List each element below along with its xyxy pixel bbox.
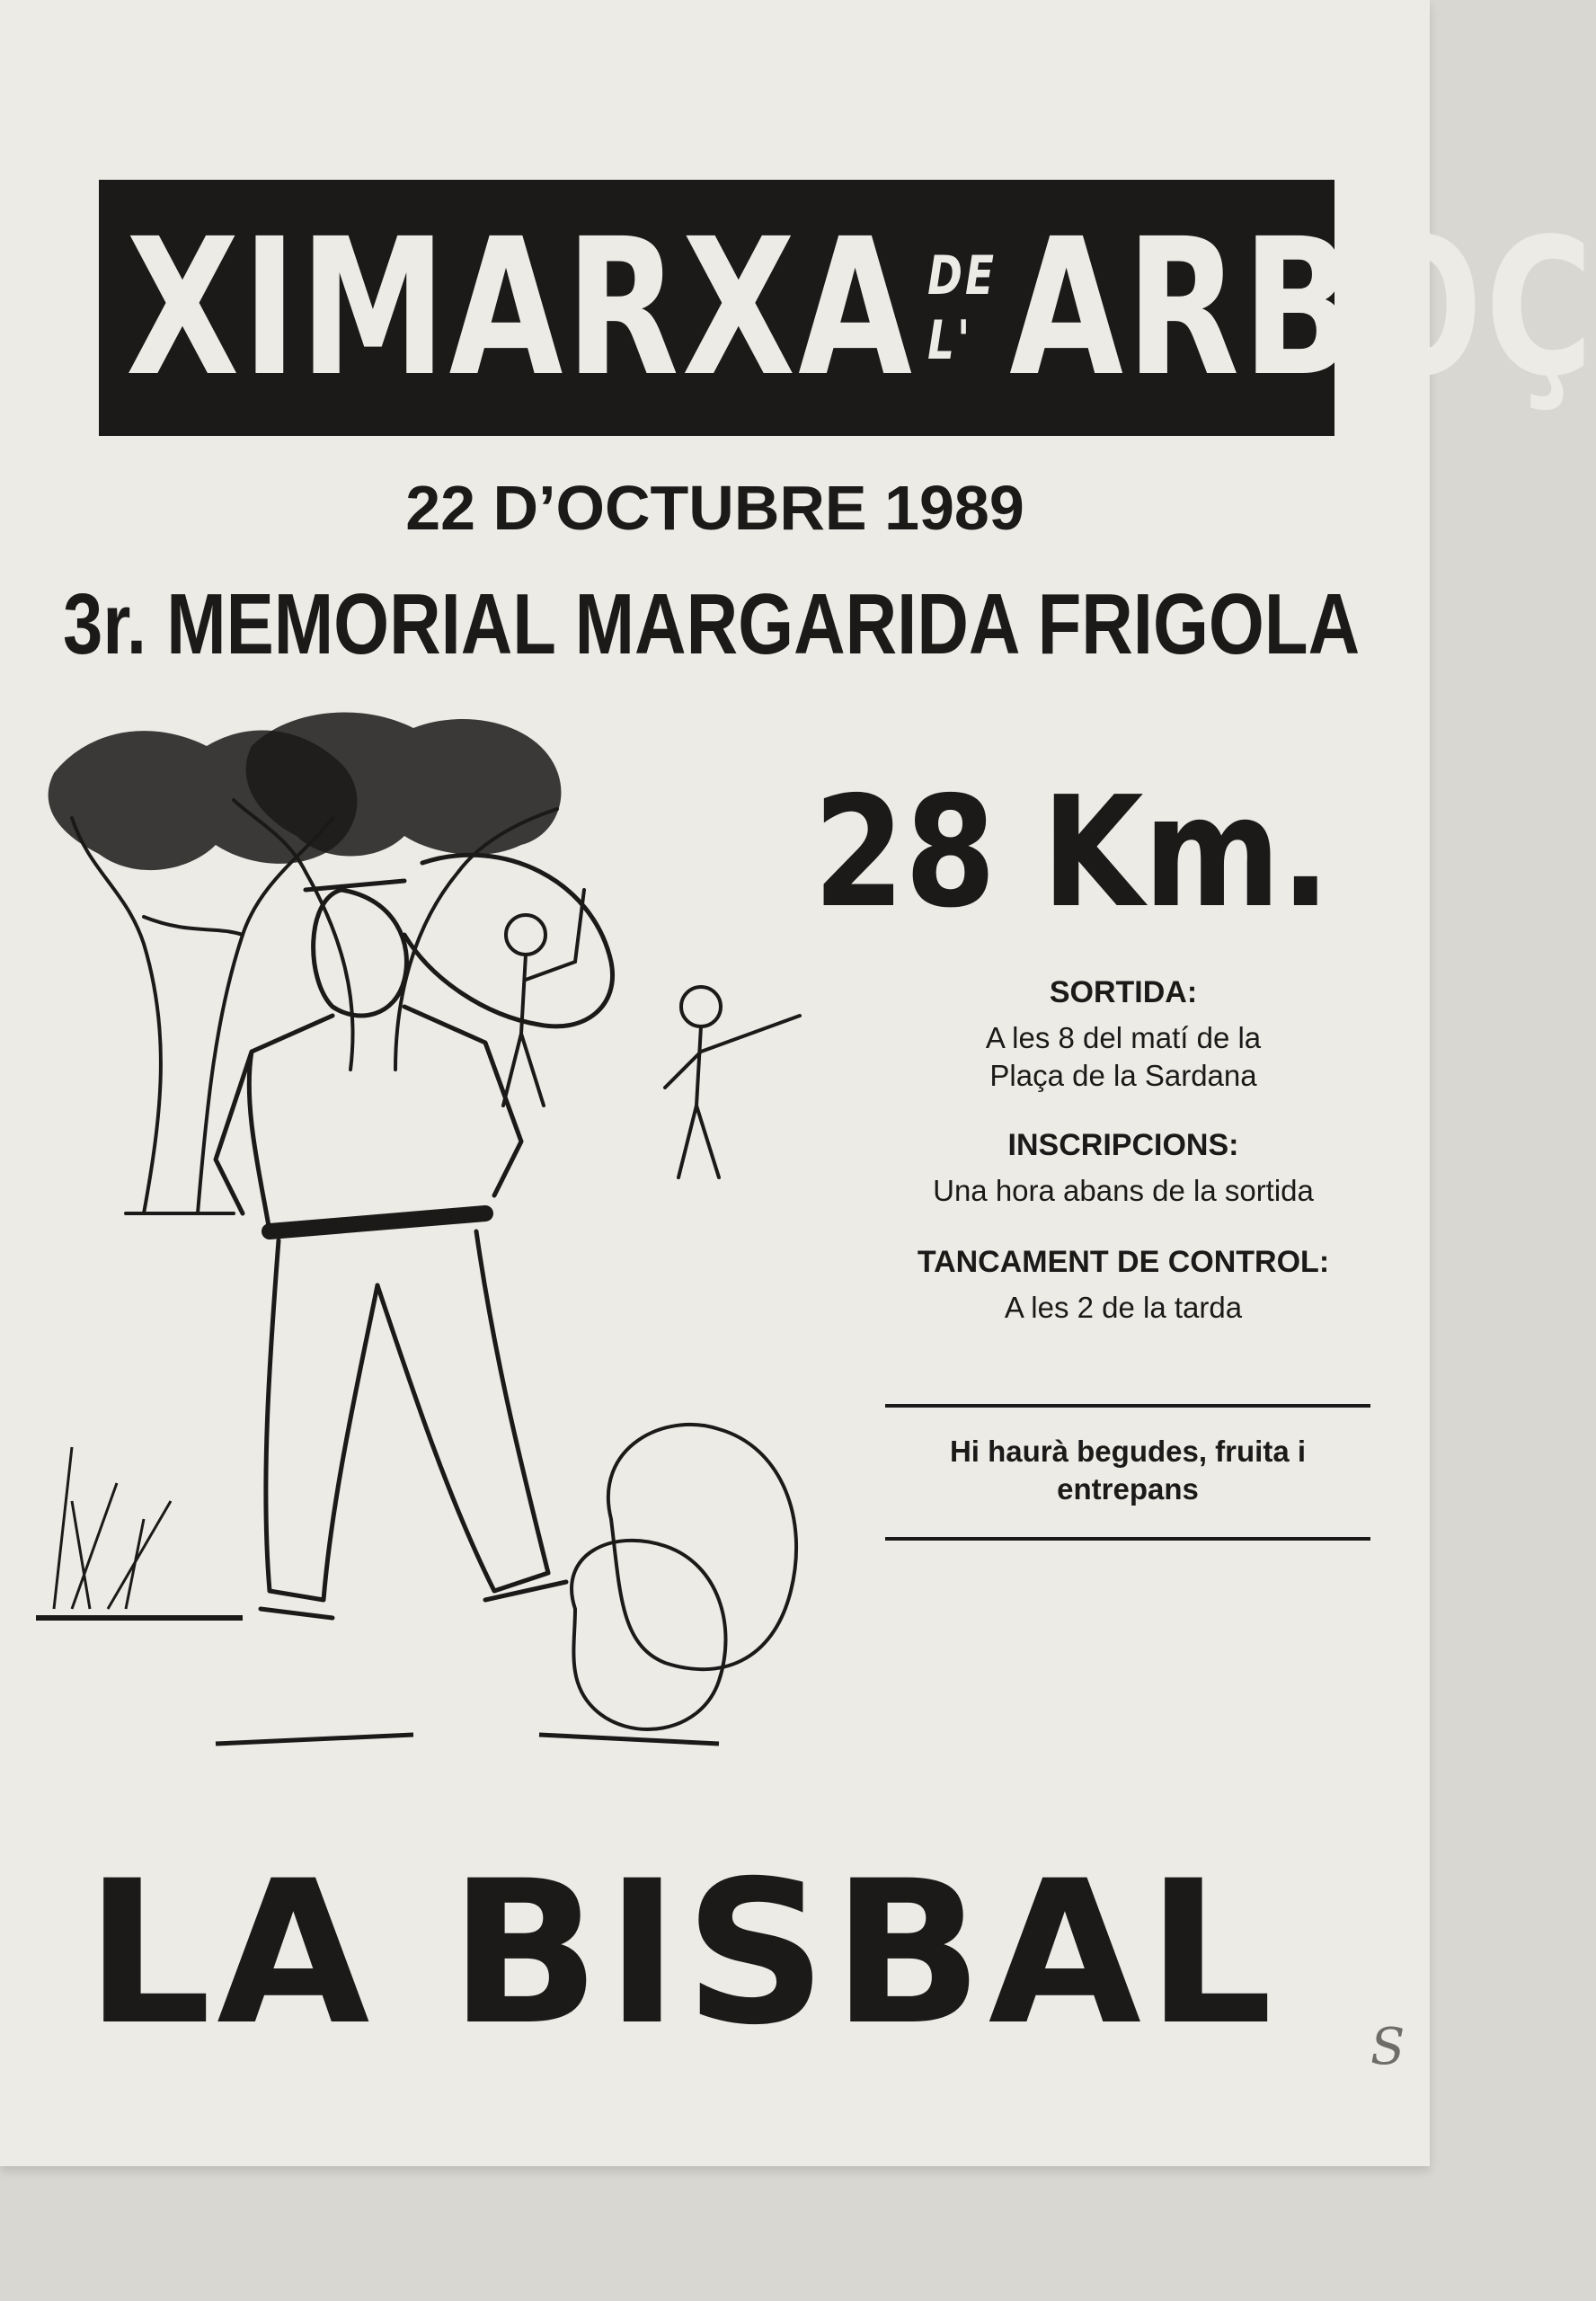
banner-word-xi: XI bbox=[126, 197, 300, 418]
tancament-block bbox=[858, 1245, 1388, 1327]
refreshments-line-2: entrepans bbox=[1057, 1472, 1199, 1506]
banner-word-arboc: ARBOÇ bbox=[1009, 197, 1596, 418]
illustration-workers-and-trees bbox=[36, 710, 881, 1852]
divider-bottom bbox=[885, 1537, 1370, 1541]
handwritten-margin-mark: S bbox=[1370, 2018, 1405, 2076]
tancament-heading: TANCAMENT DE CONTROL: bbox=[917, 1245, 1330, 1279]
refreshments-line-1: Hi haurà begudes, fruita i bbox=[949, 1435, 1307, 1468]
banner-title bbox=[126, 196, 1596, 420]
memorial-title: 3r. MEMORIAL MARGARIDA FRIGOLA bbox=[63, 576, 1361, 672]
sortida-block bbox=[872, 975, 1375, 1095]
sortida-line-1: A les 8 del matí de la bbox=[985, 1021, 1262, 1054]
inscripcions-heading: INSCRIPCIONS: bbox=[1007, 1128, 1239, 1162]
divider-top bbox=[885, 1404, 1370, 1408]
title-banner bbox=[99, 180, 1596, 436]
banner-word-marxa: MARXA bbox=[299, 197, 916, 418]
refreshments-note bbox=[885, 1433, 1370, 1508]
tancament-line-1: A les 2 de la tarda bbox=[1004, 1291, 1243, 1324]
location-title: LA BISBAL bbox=[85, 1838, 1279, 2068]
sortida-heading: SORTIDA: bbox=[1049, 975, 1198, 1009]
distance: 28 Km. bbox=[813, 764, 1331, 942]
sortida-line-2: Plaça de la Sardana bbox=[989, 1059, 1257, 1092]
inscripcions-line-1: Una hora abans de la sortida bbox=[933, 1174, 1314, 1207]
event-date: 22 D’OCTUBRE 1989 bbox=[405, 473, 1024, 543]
inscripcions-block bbox=[872, 1128, 1375, 1210]
banner-word-de: DE L' bbox=[927, 244, 998, 372]
